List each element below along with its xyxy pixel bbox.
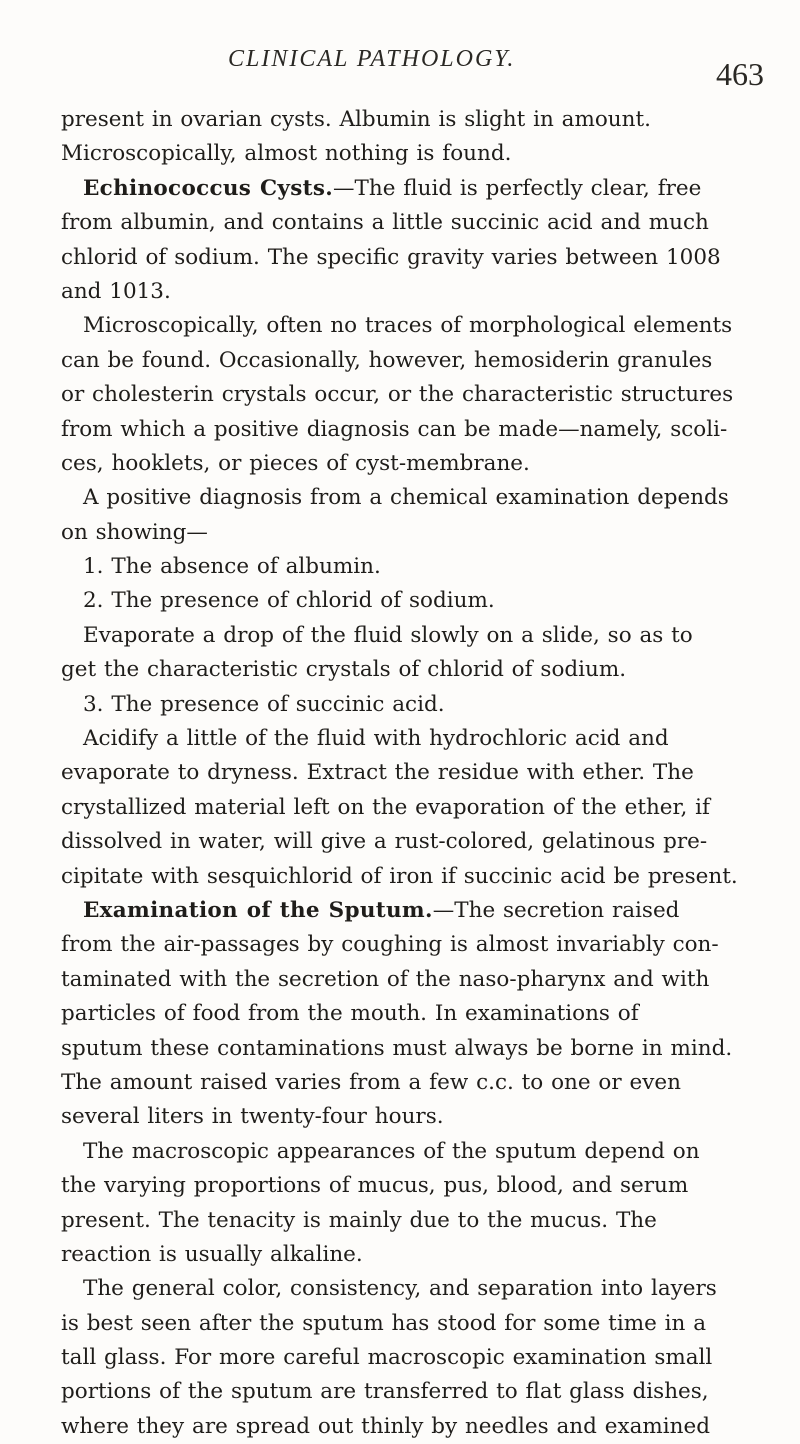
line-text: dissolved in water, will give a rust-colored, gelatinous pre- bbox=[61, 829, 708, 855]
line-text: present in ovarian cysts. Albumin is slight in amount. bbox=[61, 107, 651, 132]
section-heading: Examination of the Sputum. bbox=[83, 897, 433, 923]
line-text: where they are spread out thinly by needles and examined bbox=[61, 1413, 710, 1439]
text-line bbox=[61, 1100, 781, 1134]
text-line bbox=[61, 1341, 781, 1375]
line-text: Evaporate a drop of the fluid slowly on a slide, so as to bbox=[83, 622, 693, 648]
body-text bbox=[61, 103, 781, 1444]
text-line bbox=[61, 825, 781, 859]
line-text: 2. The presence of chlorid of sodium. bbox=[83, 588, 495, 614]
line-text: is best seen after the sputum has stood for some time in a bbox=[61, 1310, 707, 1336]
section-heading-line bbox=[61, 894, 781, 928]
running-head bbox=[0, 42, 800, 90]
line-text: —The fluid is perfectly clear, free bbox=[333, 175, 702, 201]
text-line bbox=[61, 103, 781, 137]
line-text: reaction is usually alkaline. bbox=[61, 1241, 363, 1267]
line-text: 3. The presence of succinic acid. bbox=[83, 691, 445, 717]
text-line bbox=[61, 688, 781, 722]
running-title: CLINICAL PATHOLOGY. bbox=[228, 46, 516, 72]
text-line bbox=[61, 997, 781, 1031]
text-line bbox=[61, 206, 781, 240]
text-line bbox=[61, 550, 781, 584]
page-number: 463 bbox=[716, 56, 764, 92]
line-text: A positive diagnosis from a chemical examination depends bbox=[83, 485, 729, 511]
text-line bbox=[61, 791, 781, 825]
line-text: Acidify a little of the fluid with hydrochloric acid and bbox=[83, 726, 669, 752]
text-line bbox=[61, 241, 781, 275]
line-text: on showing— bbox=[61, 519, 208, 545]
text-line bbox=[61, 653, 781, 687]
text-line bbox=[61, 137, 781, 171]
line-text: and 1013. bbox=[61, 278, 171, 304]
text-line bbox=[61, 447, 781, 481]
line-text: particles of food from the mouth. In examinations of bbox=[61, 1001, 639, 1027]
line-text: crystallized material left on the evaporation of the ether, if bbox=[61, 794, 710, 820]
line-text: The amount raised varies from a few c.c. to one or even bbox=[61, 1069, 681, 1095]
text-line bbox=[61, 1169, 781, 1203]
text-line bbox=[61, 1066, 781, 1100]
text-line bbox=[61, 756, 781, 790]
line-text: Microscopically, almost nothing is found. bbox=[61, 141, 512, 167]
text-line bbox=[61, 860, 781, 894]
line-text: from which a positive diagnosis can be made—namely, scoli- bbox=[61, 416, 728, 442]
text-line bbox=[61, 584, 781, 618]
line-text: —The secretion raised bbox=[432, 897, 680, 923]
line-text: or cholesterin crystals occur, or the characteristic structures bbox=[61, 382, 734, 408]
text-line bbox=[61, 378, 781, 412]
text-line bbox=[61, 275, 781, 309]
line-text: several liters in twenty-four hours. bbox=[61, 1104, 444, 1130]
text-line bbox=[61, 1410, 781, 1444]
text-line bbox=[61, 309, 781, 343]
text-line bbox=[61, 516, 781, 550]
line-text: present. The tenacity is mainly due to the mucus. The bbox=[61, 1207, 657, 1233]
line-text: evaporate to dryness. Extract the residue with ether. The bbox=[61, 760, 694, 786]
line-text: cipitate with sesquichlorid of iron if succinic acid be present. bbox=[61, 863, 738, 889]
text-line bbox=[61, 619, 781, 653]
text-line bbox=[61, 1375, 781, 1409]
text-line bbox=[61, 481, 781, 515]
line-text: chlorid of sodium. The specific gravity varies between 1008 bbox=[61, 244, 721, 270]
line-text: get the characteristic crystals of chlorid of sodium. bbox=[61, 657, 627, 683]
line-text: Microscopically, often no traces of morphological elements bbox=[83, 313, 733, 339]
text-line bbox=[61, 344, 781, 378]
text-line bbox=[61, 1272, 781, 1306]
line-text: 1. The absence of albumin. bbox=[83, 554, 381, 580]
line-text: taminated with the secretion of the naso-pharynx and with bbox=[61, 966, 710, 992]
line-text: ces, hooklets, or pieces of cyst-membrane. bbox=[61, 450, 530, 476]
text-line bbox=[61, 1135, 781, 1169]
line-text: the varying proportions of mucus, pus, blood, and serum bbox=[61, 1173, 689, 1199]
text-line bbox=[61, 1238, 781, 1272]
line-text: sputum these contaminations must always be borne in mind. bbox=[61, 1035, 733, 1061]
text-line bbox=[61, 928, 781, 962]
line-text: from albumin, and contains a little succinic acid and much bbox=[61, 210, 709, 236]
section-heading-line bbox=[61, 172, 781, 206]
line-text: can be found. Occasionally, however, hemosiderin granules bbox=[61, 347, 713, 373]
text-line bbox=[61, 413, 781, 447]
text-line bbox=[61, 1204, 781, 1238]
text-line bbox=[61, 722, 781, 756]
text-line bbox=[61, 1307, 781, 1341]
line-text: The general color, consistency, and separation into layers bbox=[83, 1276, 717, 1302]
line-text: The macroscopic appearances of the sputum depend on bbox=[83, 1138, 700, 1164]
line-text: portions of the sputum are transferred to flat glass dishes, bbox=[61, 1379, 709, 1405]
line-text: from the air-passages by coughing is almost invariably con- bbox=[61, 932, 719, 958]
text-line bbox=[61, 963, 781, 997]
line-text: tall glass. For more careful macroscopic examination small bbox=[61, 1345, 713, 1371]
text-line bbox=[61, 1032, 781, 1066]
section-heading: Echinococcus Cysts. bbox=[83, 175, 334, 201]
